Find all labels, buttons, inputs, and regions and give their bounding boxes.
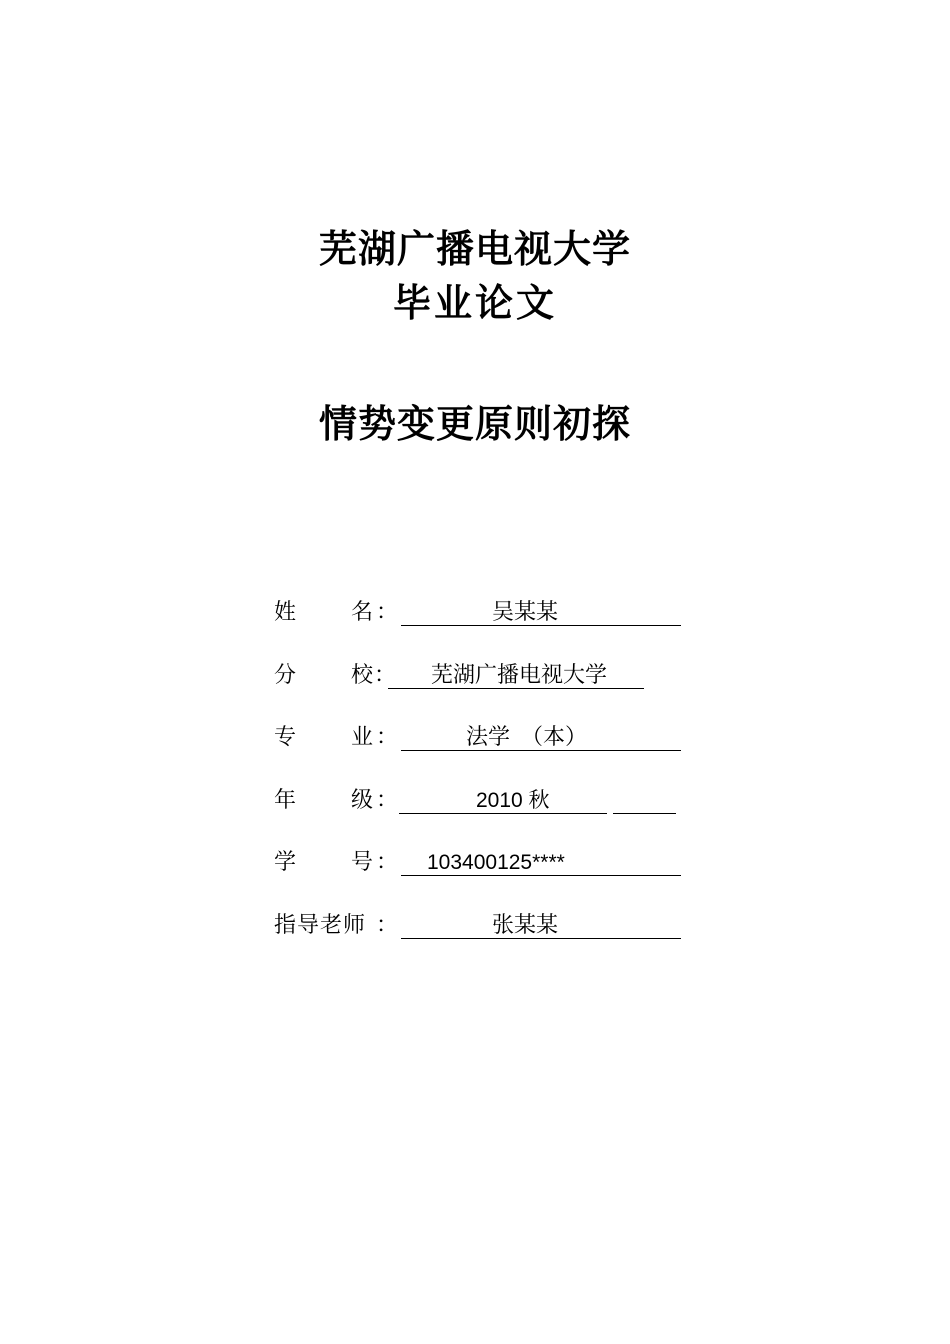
branch-label-second: 校 (351, 663, 374, 688)
thesis-title: 情势变更原则初探 (318, 402, 631, 446)
grade-colon: ： (376, 788, 399, 813)
student-id-colon: ： (376, 850, 399, 875)
branch-colon: ： (374, 663, 397, 688)
major-colon: ： (376, 725, 399, 750)
major-label-second: 业 (351, 725, 374, 750)
name-label-second: 名 (351, 600, 374, 625)
name-label-first: 姓 (274, 600, 297, 625)
cover-university: 芜湖广播电视大学 (318, 226, 631, 271)
branch-value: 芜湖广播电视大学 (431, 663, 608, 688)
student-id-label-first: 学 (274, 850, 297, 875)
major-label-first: 专 (274, 725, 297, 750)
name-value: 吴某某 (492, 600, 559, 625)
grade-value: 2010 秋 (476, 789, 550, 812)
advisor-value: 张某某 (492, 913, 559, 938)
advisor-label: 指导老师 (274, 913, 367, 938)
student-id-value: 103400125**** (427, 851, 565, 874)
name-colon: ： (376, 600, 399, 625)
grade-label-first: 年 (274, 788, 297, 813)
grade-label-second: 级 (351, 788, 374, 813)
advisor-colon: ： (376, 913, 399, 938)
student-id-label-second: 号 (351, 850, 374, 875)
branch-label-first: 分 (274, 663, 297, 688)
grade-underline-second (613, 784, 676, 814)
major-value: 法学 （本） (466, 725, 587, 750)
cover-document-type: 毕业论文 (392, 280, 557, 325)
